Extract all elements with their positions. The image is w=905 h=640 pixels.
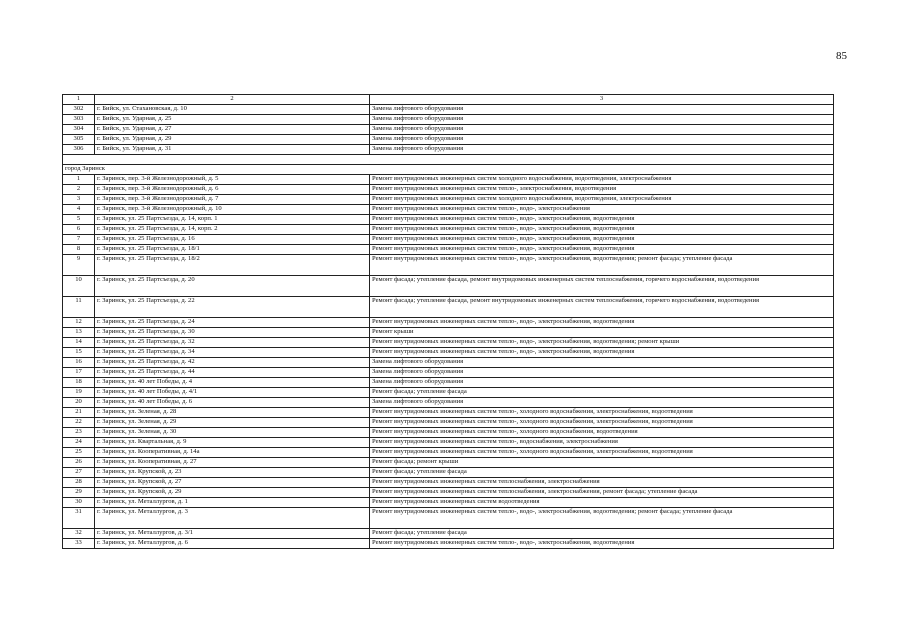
row-address: г. Заринск, ул. 40 лет Победы, д. 6 <box>95 398 370 408</box>
row-work-type: Ремонт внутридомовых инженерных систем тепло-, водо-, электроснабжения, водоотведения <box>370 215 834 225</box>
page-number: 85 <box>836 50 847 62</box>
table-row <box>63 195 834 205</box>
table-row <box>63 498 834 508</box>
row-address: г. Заринск, ул. Квартальная, д. 9 <box>95 438 370 448</box>
row-work-type: Замена лифтового оборудования <box>370 378 834 388</box>
row-number: 21 <box>63 408 95 418</box>
row-work-type: Ремонт внутридомовых инженерных систем тепло-, водо-, электроснабжения, водоотведения <box>370 235 834 245</box>
row-address: г. Заринск, пер. 3-й Железнодорожный, д. 7 <box>95 195 370 205</box>
row-work-type: Ремонт внутридомовых инженерных систем тепло-, водо-, электроснабжения, водоотведения; ремонт фасада; утепление фасада <box>370 508 834 529</box>
row-address: г. Заринск, ул. 25 Партсъезда, д. 30 <box>95 328 370 338</box>
repair-table <box>62 94 834 549</box>
row-work-type: Ремонт фасада; утепление фасада, ремонт внутридомовых инженерных систем теплоснабжения, горячего водоснабжения, водоотведения <box>370 276 834 297</box>
table-row <box>63 418 834 428</box>
row-address: г. Заринск, ул. Металлургов, д. 3/1 <box>95 529 370 539</box>
row-work-type: Ремонт фасада; ремонт крыши <box>370 458 834 468</box>
row-work-type: Ремонт фасада; утепление фасада <box>370 388 834 398</box>
blank-cell <box>63 155 834 165</box>
row-number: 3 <box>63 195 95 205</box>
row-number: 31 <box>63 508 95 529</box>
row-address: г. Заринск, ул. 25 Партсъезда, д. 16 <box>95 235 370 245</box>
table-row <box>63 468 834 478</box>
table-row <box>63 185 834 195</box>
row-work-type: Ремонт внутридомовых инженерных систем водоотведения <box>370 498 834 508</box>
table-row <box>63 225 834 235</box>
table-row <box>63 215 834 225</box>
table-row <box>63 388 834 398</box>
row-work-type: Замена лифтового оборудования <box>370 368 834 378</box>
table-row <box>63 276 834 297</box>
row-work-type: Ремонт фасада; утепление фасада, ремонт внутридомовых инженерных систем теплоснабжения, горячего водоснабжения, водоотведения <box>370 297 834 318</box>
table-row <box>63 448 834 458</box>
table-row <box>63 105 834 115</box>
section-row <box>63 165 834 175</box>
row-address: г. Заринск, ул. Металлургов, д. 3 <box>95 508 370 529</box>
row-number: 26 <box>63 458 95 468</box>
table-row <box>63 318 834 328</box>
header-col-3: 3 <box>370 95 834 105</box>
table-row <box>63 245 834 255</box>
row-address: г. Заринск, ул. 25 Партсъезда, д. 42 <box>95 358 370 368</box>
row-work-type: Ремонт внутридомовых инженерных систем тепло-, водо-, электроснабжения <box>370 205 834 215</box>
table-row <box>63 539 834 549</box>
row-work-type: Ремонт внутридомовых инженерных систем тепло-, водо-, электроснабжения, водоотведения <box>370 348 834 358</box>
row-work-type: Замена лифтового оборудования <box>370 145 834 155</box>
row-number: 20 <box>63 398 95 408</box>
row-address: г. Заринск, ул. 25 Партсъезда, д. 34 <box>95 348 370 358</box>
row-number: 15 <box>63 348 95 358</box>
table-row <box>63 378 834 388</box>
row-address: г. Заринск, пер. 3-й Железнодорожный, д. 6 <box>95 185 370 195</box>
row-number: 302 <box>63 105 95 115</box>
row-address: г. Бийск, ул. Ударная, д. 27 <box>95 125 370 135</box>
section-title: город Заринск <box>63 165 834 175</box>
table-row <box>63 428 834 438</box>
row-work-type: Ремонт внутридомовых инженерных систем тепло-, водо-, электроснабжения, водоотведения; ремонт фасада; утепление фасада <box>370 255 834 276</box>
row-number: 1 <box>63 175 95 185</box>
row-address: г. Заринск, ул. 25 Партсъезда, д. 14, корп. 1 <box>95 215 370 225</box>
row-number: 14 <box>63 338 95 348</box>
row-work-type: Ремонт фасада; утепление фасада <box>370 468 834 478</box>
row-work-type: Ремонт внутридомовых инженерных систем тепло-, холодного водоснабжения, электроснабжения, водоотведения <box>370 418 834 428</box>
row-work-type: Замена лифтового оборудования <box>370 115 834 125</box>
row-number: 304 <box>63 125 95 135</box>
row-work-type: Ремонт внутридомовых инженерных систем тепло-, холодного водоснабжения, электроснабжения, водоотведения <box>370 448 834 458</box>
row-work-type: Замена лифтового оборудования <box>370 358 834 368</box>
row-work-type: Ремонт внутридомовых инженерных систем тепло-, холодного водоснабжения, водоотведения <box>370 428 834 438</box>
table-row <box>63 145 834 155</box>
table-row <box>63 368 834 378</box>
row-address: г. Заринск, ул. Металлургов, д. 6 <box>95 539 370 549</box>
row-number: 306 <box>63 145 95 155</box>
table-row <box>63 438 834 448</box>
row-work-type: Ремонт крыши <box>370 328 834 338</box>
table-row <box>63 338 834 348</box>
table-row <box>63 175 834 185</box>
row-work-type: Ремонт внутридомовых инженерных систем холодного водоснабжения, водоотведения, электроснабжения <box>370 175 834 185</box>
table-row <box>63 328 834 338</box>
row-number: 29 <box>63 488 95 498</box>
row-work-type: Ремонт внутридомовых инженерных систем тепло-, водо-, электроснабжения, водоотведения <box>370 318 834 328</box>
row-work-type: Ремонт фасада; утепление фасада <box>370 529 834 539</box>
row-number: 33 <box>63 539 95 549</box>
row-address: г. Заринск, пер. 3-й Железнодорожный, д. 5 <box>95 175 370 185</box>
table-row <box>63 408 834 418</box>
row-number: 303 <box>63 115 95 125</box>
row-work-type: Ремонт внутридомовых инженерных систем тепло-, водо-, электроснабжения, водоотведения <box>370 539 834 549</box>
table-row <box>63 125 834 135</box>
row-address: г. Заринск, ул. Крупской, д. 29 <box>95 488 370 498</box>
row-work-type: Замена лифтового оборудования <box>370 105 834 115</box>
row-work-type: Ремонт внутридомовых инженерных систем тепло-, холодного водоснабжения, электроснабжения, водоотведения <box>370 408 834 418</box>
row-address: г. Бийск, ул. Стахановская, д. 10 <box>95 105 370 115</box>
row-number: 4 <box>63 205 95 215</box>
row-number: 23 <box>63 428 95 438</box>
row-address: г. Заринск, ул. Крупской, д. 27 <box>95 478 370 488</box>
table-row <box>63 348 834 358</box>
row-address: г. Заринск, ул. Зеленая, д. 30 <box>95 428 370 438</box>
row-address: г. Заринск, ул. 25 Партсъезда, д. 32 <box>95 338 370 348</box>
row-number: 22 <box>63 418 95 428</box>
header-col-2: 2 <box>95 95 370 105</box>
table-row <box>63 135 834 145</box>
table-row <box>63 297 834 318</box>
row-number: 9 <box>63 255 95 276</box>
row-address: г. Бийск, ул. Ударная, д. 25 <box>95 115 370 125</box>
table-row <box>63 529 834 539</box>
header-col-1: 1 <box>63 95 95 105</box>
row-work-type: Ремонт внутридомовых инженерных систем тепло-, водо-, электроснабжения, водоотведения <box>370 225 834 235</box>
row-work-type: Ремонт внутридомовых инженерных систем теплоснабжения, электроснабжения, ремонт фасада; утепление фасада <box>370 488 834 498</box>
row-address: г. Заринск, ул. Кооперативная, д. 14а <box>95 448 370 458</box>
row-address: г. Заринск, ул. 25 Партсъезда, д. 18/1 <box>95 245 370 255</box>
row-number: 32 <box>63 529 95 539</box>
row-number: 7 <box>63 235 95 245</box>
table-row <box>63 358 834 368</box>
row-address: г. Заринск, ул. 40 лет Победы, д. 4 <box>95 378 370 388</box>
row-number: 12 <box>63 318 95 328</box>
row-work-type: Ремонт внутридомовых инженерных систем теплоснабжения, электроснабжения <box>370 478 834 488</box>
row-address: г. Заринск, ул. 25 Партсъезда, д. 20 <box>95 276 370 297</box>
row-number: 19 <box>63 388 95 398</box>
table-row <box>63 478 834 488</box>
row-number: 24 <box>63 438 95 448</box>
row-address: г. Заринск, ул. Крупской, д. 23 <box>95 468 370 478</box>
row-work-type: Ремонт внутридомовых инженерных систем тепло-, электроснабжения, водоотведения <box>370 185 834 195</box>
row-number: 2 <box>63 185 95 195</box>
blank-row <box>63 155 834 165</box>
row-number: 11 <box>63 297 95 318</box>
row-number: 8 <box>63 245 95 255</box>
row-number: 6 <box>63 225 95 235</box>
row-address: г. Заринск, ул. Зеленая, д. 28 <box>95 408 370 418</box>
table-header-row <box>63 95 834 105</box>
row-work-type: Замена лифтового оборудования <box>370 398 834 408</box>
row-number: 16 <box>63 358 95 368</box>
row-work-type: Ремонт внутридомовых инженерных систем холодного водоснабжения, водоотведения, электроснабжения <box>370 195 834 205</box>
row-number: 27 <box>63 468 95 478</box>
table-row <box>63 398 834 408</box>
row-address: г. Заринск, ул. Металлургов, д. 1 <box>95 498 370 508</box>
row-number: 18 <box>63 378 95 388</box>
row-number: 25 <box>63 448 95 458</box>
row-number: 5 <box>63 215 95 225</box>
row-address: г. Заринск, пер. 3-й Железнодорожный, д. 10 <box>95 205 370 215</box>
row-address: г. Заринск, ул. 25 Партсъезда, д. 24 <box>95 318 370 328</box>
row-address: г. Заринск, ул. 25 Партсъезда, д. 22 <box>95 297 370 318</box>
table-row <box>63 508 834 529</box>
table-row <box>63 458 834 468</box>
row-work-type: Ремонт внутридомовых инженерных систем тепло-, водоснабжения, электроснабжения <box>370 438 834 448</box>
row-address: г. Бийск, ул. Ударная, д. 31 <box>95 145 370 155</box>
row-address: г. Заринск, ул. 25 Партсъезда, д. 44 <box>95 368 370 378</box>
row-work-type: Замена лифтового оборудования <box>370 135 834 145</box>
table-row <box>63 488 834 498</box>
row-number: 10 <box>63 276 95 297</box>
row-number: 28 <box>63 478 95 488</box>
row-number: 305 <box>63 135 95 145</box>
table-row <box>63 115 834 125</box>
table-row <box>63 205 834 215</box>
row-address: г. Заринск, ул. 40 лет Победы, д. 4/1 <box>95 388 370 398</box>
table-row <box>63 235 834 245</box>
row-number: 30 <box>63 498 95 508</box>
row-work-type: Ремонт внутридомовых инженерных систем тепло-, водо-, электроснабжения, водоотведения <box>370 245 834 255</box>
row-work-type: Ремонт внутридомовых инженерных систем тепло-, водо-, электроснабжения, водоотведения; ремонт крыши <box>370 338 834 348</box>
row-address: г. Бийск, ул. Ударная, д. 29 <box>95 135 370 145</box>
row-address: г. Заринск, ул. 25 Партсъезда, д. 14, корп. 2 <box>95 225 370 235</box>
row-address: г. Заринск, ул. 25 Партсъезда, д. 18/2 <box>95 255 370 276</box>
row-work-type: Замена лифтового оборудования <box>370 125 834 135</box>
row-address: г. Заринск, ул. Кооперативная, д. 27 <box>95 458 370 468</box>
table-row <box>63 255 834 276</box>
row-number: 13 <box>63 328 95 338</box>
row-number: 17 <box>63 368 95 378</box>
row-address: г. Заринск, ул. Зеленая, д. 29 <box>95 418 370 428</box>
